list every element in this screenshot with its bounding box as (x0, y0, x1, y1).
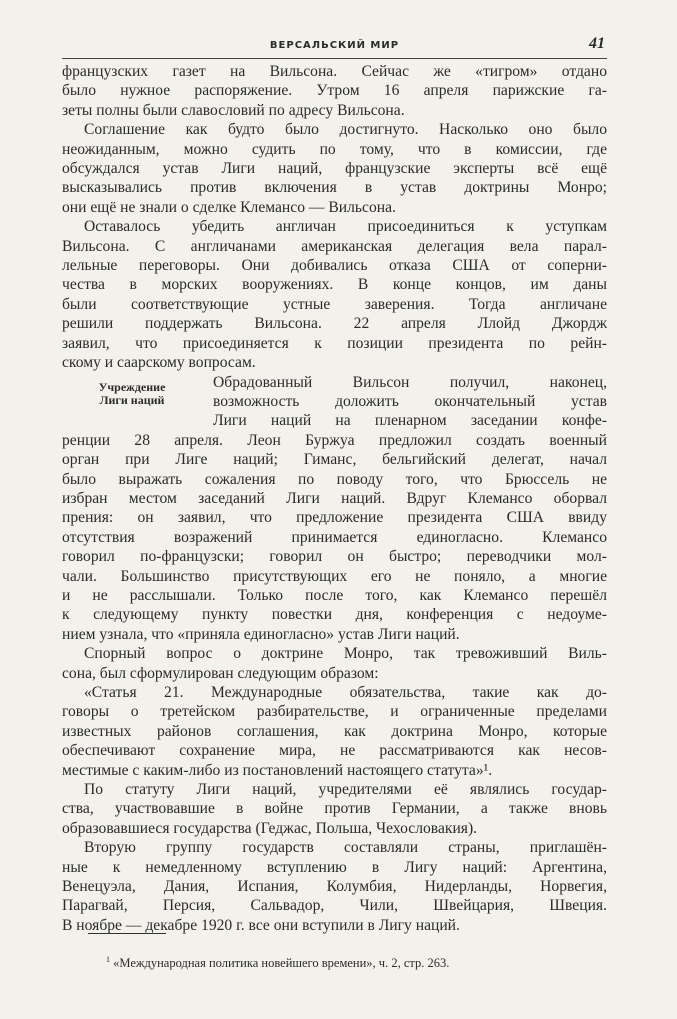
text-line: решили поддержать Вильсона. 22 апреля Ллойд Джордж (62, 315, 607, 333)
text-line: ные к немедленному вступлению в Лигу наций: Аргентина, (62, 858, 607, 876)
text-line: Спорный вопрос о доктрине Монро, так тревоживший Виль- (84, 645, 607, 663)
text-line: говоры о третейском разбирательстве, и ограниченные пределами (62, 703, 607, 721)
text-line: Оставалось убедить англичан присоединиться к уступкам (84, 218, 607, 236)
footnote-marker: 1 (106, 955, 110, 964)
text-line: Вторую группу государств составляли страны, приглашён- (84, 839, 607, 857)
text-line: говорил по-французски; говорил он быстро; переводчики мол- (62, 548, 607, 566)
text-line: чества в морских вооружениях. В конце концов, им даны (62, 276, 607, 294)
text-line: прения: он заявил, что предложение президента США ввиду (62, 509, 607, 527)
paragraph (62, 373, 607, 645)
footnote-divider (88, 933, 166, 934)
footnote (106, 955, 449, 971)
text-line: известных районов соглашения, как доктрина Монро, которые (62, 722, 607, 740)
text-line: Парагвай, Персия, Сальвадор, Чили, Швейцария, Швеция. (62, 897, 607, 915)
text-line: сона, был сформулирован следующим образом: (62, 664, 379, 682)
text-line: высказывались против включения в устав доктрины Монро; (62, 179, 607, 197)
page-header (62, 36, 607, 59)
page-number: 41 (589, 35, 605, 52)
text-line: отсутствия возражений принимается единогласно. Клемансо (62, 528, 607, 546)
text-line: образовавшиеся государства (Геджас, Польша, Чехословакия). (62, 819, 478, 837)
text-line: было нужное распоряжение. Утром 16 апреля парижские га- (62, 82, 607, 100)
text-line: орган при Лиге наций; Гиманс, бельгийский делегат, начал (62, 451, 607, 469)
text-line: обеспечивают сохранение мира, не рассматриваются как несов- (62, 742, 607, 760)
text-line: В ноябре — декабре 1920 г. все они вступили в Лигу наций. (62, 916, 460, 934)
paragraph (62, 838, 607, 935)
text-line: возможность доложить окончательный устав (213, 392, 607, 410)
text-line: Лиги наций на пленарном заседании конфе- (213, 412, 607, 430)
text-line: «Статья 21. Международные обязательства, такие как до- (84, 684, 607, 701)
text-line: Соглашение как будто было достигнуто. Насколько оно было (84, 121, 607, 139)
text-line: неожиданным, можно судить по тому, что в комиссии, где (62, 140, 607, 158)
text-line: ренции 28 апреля. Леон Буржуа предложил создать военный (62, 431, 607, 449)
margin-note (62, 381, 202, 407)
paragraph (62, 217, 607, 372)
body-text (62, 62, 607, 935)
paragraph (62, 62, 607, 120)
footnote-text: «Международная политика новейшего времени», ч. 2, стр. 263. (113, 956, 450, 971)
paragraph (62, 780, 607, 838)
text-line: и не расслышали. Только после того, как Клемансо перешёл (62, 586, 607, 604)
text-line: избран местом заседаний Лиги наций. Вдруг Клемансо оборвал (62, 489, 607, 507)
text-line: местимые с каким-либо из постановлений настоящего статута»¹. (62, 761, 493, 779)
text-line: Обрадованный Вильсон получил, наконец, (213, 373, 607, 391)
margin-note-line: Лиги наций (99, 392, 165, 407)
text-line: зеты полны были славословий по адресу Вильсона. (62, 101, 405, 119)
paragraph (62, 120, 607, 217)
text-line: было выражать сожаления по поводу того, что Брюссель не (62, 470, 607, 488)
text-line: По статуту Лиги наций, учредителями её являлись государ- (84, 781, 607, 799)
text-line: были соответствующие устные заверения. Тогда англичане (62, 295, 607, 313)
running-title: ВЕРСАЛЬСКИЙ МИР (269, 40, 400, 51)
margin-note-line: Учреждение (98, 379, 166, 394)
text-line: лельные переговоры. Они добивались отказа США от соперни- (62, 257, 607, 275)
paragraph (62, 644, 607, 683)
text-line: они ещё не знали о сделке Клемансо — Вильсона. (62, 198, 396, 216)
text-line: нием узнала, что «приняла единогласно» устав Лиги наций. (62, 625, 460, 643)
text-line: французских газет на Вильсона. Сейчас же «тигром» отдано (62, 63, 607, 80)
text-line: Вильсона. С англичанами американская делегация вела парал- (62, 237, 607, 255)
text-line: заявил, что присоединяется к позиции президента по рейн- (62, 334, 607, 352)
text-line: ства, участвовавшие в войне против Германии, а также вновь (62, 800, 607, 818)
text-line: Венецуэла, Дания, Испания, Колумбия, Нидерланды, Норвегия, (62, 878, 607, 896)
paragraph (62, 683, 607, 780)
text-line: обсуждался устав Лиги наций, французские эксперты всё ещё (62, 160, 607, 178)
text-line: чали. Большинство присутствующих его не поняло, а многие (62, 567, 607, 585)
text-line: к следующему пункту повестки дня, конференция с недоуме- (62, 606, 607, 624)
text-line: скому и саарскому вопросам. (62, 354, 256, 372)
